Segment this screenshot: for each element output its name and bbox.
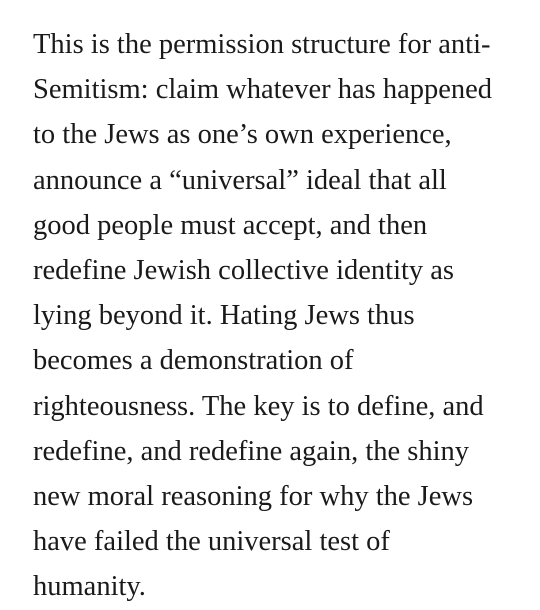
- paragraph-line: redefine Jewish collective identity as: [33, 255, 455, 287]
- paragraph-line: becomes a demonstration of: [33, 345, 354, 377]
- paragraph-line: righteousness. The key is to define, and: [33, 390, 484, 422]
- paragraph-line: to the Jews as one’s own experience,: [33, 119, 452, 151]
- paragraph-line: humanity.: [33, 571, 146, 603]
- paragraph-line: This is the permission structure for anti-: [33, 29, 491, 60]
- paragraph-line: Semitism: claim whatever has happened: [33, 74, 493, 106]
- article-paragraph: [33, 22, 533, 610]
- paragraph-line: redefine, and redefine again, the shiny: [33, 435, 470, 467]
- paragraph-line: good people must accept, and then: [33, 209, 428, 241]
- paragraph-line: new moral reasoning for why the Jews: [33, 481, 474, 513]
- paragraph-line: have failed the universal test of: [33, 526, 390, 558]
- paragraph-line: lying beyond it. Hating Jews thus: [33, 300, 415, 332]
- paragraph-line: announce a “universal” ideal that all: [33, 164, 447, 196]
